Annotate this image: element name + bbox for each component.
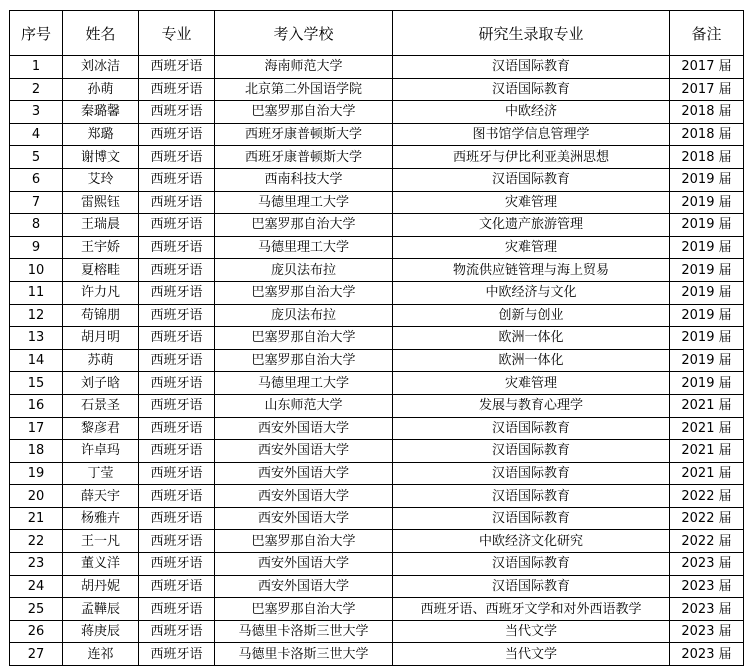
cell-grad-major: 当代文学 (393, 620, 670, 643)
header-note: 备注 (670, 11, 744, 56)
table-row (10, 372, 744, 395)
cell-school: 西班牙康普顿斯大学 (215, 146, 393, 169)
cell-school: 巴塞罗那自治大学 (215, 101, 393, 124)
cell-school: 西班牙康普顿斯大学 (215, 123, 393, 146)
cell-major: 西班牙语 (139, 462, 215, 485)
cell-name: 许卓玛 (63, 440, 139, 463)
cell-name: 谢博文 (63, 146, 139, 169)
cell-major: 西班牙语 (139, 643, 215, 666)
cell-major: 西班牙语 (139, 507, 215, 530)
cell-name: 刘子晗 (63, 372, 139, 395)
table-row (10, 485, 744, 508)
cell-index: 13 (10, 327, 63, 350)
table-row (10, 191, 744, 214)
cell-grad-major: 发展与教育心理学 (393, 394, 670, 417)
cell-note: 2021 届 (670, 417, 744, 440)
cell-major: 西班牙语 (139, 56, 215, 79)
cell-major: 西班牙语 (139, 146, 215, 169)
table-row (10, 462, 744, 485)
cell-major: 西班牙语 (139, 304, 215, 327)
table-row (10, 259, 744, 282)
cell-major: 西班牙语 (139, 485, 215, 508)
cell-name: 艾玲 (63, 168, 139, 191)
cell-school: 海南师范大学 (215, 56, 393, 79)
cell-major: 西班牙语 (139, 281, 215, 304)
table-row (10, 101, 744, 124)
cell-grad-major: 汉语国际教育 (393, 168, 670, 191)
table-header (10, 11, 744, 56)
cell-index: 8 (10, 214, 63, 237)
cell-major: 西班牙语 (139, 101, 215, 124)
cell-grad-major: 汉语国际教育 (393, 553, 670, 576)
cell-grad-major: 汉语国际教育 (393, 485, 670, 508)
cell-name: 刘冰洁 (63, 56, 139, 79)
table-row (10, 643, 744, 666)
cell-name: 薛天宇 (63, 485, 139, 508)
table-row (10, 281, 744, 304)
cell-grad-major: 汉语国际教育 (393, 575, 670, 598)
table-row (10, 553, 744, 576)
cell-index: 22 (10, 530, 63, 553)
cell-major: 西班牙语 (139, 530, 215, 553)
cell-major: 西班牙语 (139, 259, 215, 282)
cell-name: 秦璐馨 (63, 101, 139, 124)
cell-note: 2018 届 (670, 146, 744, 169)
cell-index: 17 (10, 417, 63, 440)
table-row (10, 349, 744, 372)
cell-major: 西班牙语 (139, 394, 215, 417)
cell-major: 西班牙语 (139, 78, 215, 101)
cell-index: 6 (10, 168, 63, 191)
cell-index: 15 (10, 372, 63, 395)
header-index: 序号 (10, 11, 63, 56)
cell-major: 西班牙语 (139, 598, 215, 621)
cell-name: 王瑞晨 (63, 214, 139, 237)
cell-index: 10 (10, 259, 63, 282)
cell-note: 2019 届 (670, 236, 744, 259)
cell-note: 2019 届 (670, 168, 744, 191)
cell-note: 2017 届 (670, 78, 744, 101)
cell-school: 巴塞罗那自治大学 (215, 214, 393, 237)
table-row (10, 530, 744, 553)
cell-name: 胡丹妮 (63, 575, 139, 598)
table-row (10, 598, 744, 621)
table-row (10, 56, 744, 79)
cell-name: 王一凡 (63, 530, 139, 553)
table-row (10, 78, 744, 101)
cell-name: 郑璐 (63, 123, 139, 146)
cell-name: 连祁 (63, 643, 139, 666)
cell-major: 西班牙语 (139, 372, 215, 395)
cell-note: 2021 届 (670, 462, 744, 485)
cell-index: 11 (10, 281, 63, 304)
cell-note: 2019 届 (670, 349, 744, 372)
cell-index: 3 (10, 101, 63, 124)
cell-school: 巴塞罗那自治大学 (215, 598, 393, 621)
cell-name: 雷熙钰 (63, 191, 139, 214)
cell-index: 26 (10, 620, 63, 643)
cell-major: 西班牙语 (139, 168, 215, 191)
cell-note: 2021 届 (670, 440, 744, 463)
table-row (10, 123, 744, 146)
cell-name: 蒋庚辰 (63, 620, 139, 643)
header-grad-major: 研究生录取专业 (393, 11, 670, 56)
cell-major: 西班牙语 (139, 440, 215, 463)
cell-major: 西班牙语 (139, 327, 215, 350)
cell-name: 苟锦朋 (63, 304, 139, 327)
cell-grad-major: 汉语国际教育 (393, 56, 670, 79)
cell-grad-major: 创新与创业 (393, 304, 670, 327)
cell-major: 西班牙语 (139, 349, 215, 372)
table-row (10, 394, 744, 417)
cell-index: 20 (10, 485, 63, 508)
cell-school: 西安外国语大学 (215, 440, 393, 463)
cell-school: 马德里理工大学 (215, 372, 393, 395)
table-body (10, 56, 744, 666)
cell-school: 马德里卡洛斯三世大学 (215, 620, 393, 643)
cell-name: 夏榕畦 (63, 259, 139, 282)
cell-school: 西安外国语大学 (215, 462, 393, 485)
cell-grad-major: 灾难管理 (393, 191, 670, 214)
cell-index: 5 (10, 146, 63, 169)
cell-index: 9 (10, 236, 63, 259)
table-row (10, 304, 744, 327)
cell-note: 2023 届 (670, 575, 744, 598)
cell-school: 巴塞罗那自治大学 (215, 530, 393, 553)
cell-index: 4 (10, 123, 63, 146)
cell-name: 黎彦君 (63, 417, 139, 440)
cell-grad-major: 灾难管理 (393, 236, 670, 259)
cell-grad-major: 西班牙语、西班牙文学和对外西语教学 (393, 598, 670, 621)
cell-school: 西安外国语大学 (215, 417, 393, 440)
cell-grad-major: 中欧经济与文化 (393, 281, 670, 304)
cell-name: 苏萌 (63, 349, 139, 372)
cell-major: 西班牙语 (139, 123, 215, 146)
cell-note: 2022 届 (670, 485, 744, 508)
cell-index: 12 (10, 304, 63, 327)
table-row (10, 417, 744, 440)
cell-name: 王宇娇 (63, 236, 139, 259)
cell-grad-major: 欧洲一体化 (393, 349, 670, 372)
cell-major: 西班牙语 (139, 214, 215, 237)
cell-school: 庞贝法布拉 (215, 304, 393, 327)
cell-name: 丁莹 (63, 462, 139, 485)
table-row (10, 168, 744, 191)
cell-grad-major: 汉语国际教育 (393, 417, 670, 440)
cell-grad-major: 物流供应链管理与海上贸易 (393, 259, 670, 282)
cell-name: 石景圣 (63, 394, 139, 417)
cell-index: 18 (10, 440, 63, 463)
header-name: 姓名 (63, 11, 139, 56)
cell-name: 杨雅卉 (63, 507, 139, 530)
table-row (10, 575, 744, 598)
cell-school: 北京第二外国语学院 (215, 78, 393, 101)
cell-school: 西安外国语大学 (215, 553, 393, 576)
cell-school: 马德里理工大学 (215, 236, 393, 259)
table-row (10, 327, 744, 350)
cell-major: 西班牙语 (139, 575, 215, 598)
cell-school: 巴塞罗那自治大学 (215, 281, 393, 304)
cell-grad-major: 西班牙与伊比利亚美洲思想 (393, 146, 670, 169)
table-row (10, 620, 744, 643)
cell-note: 2023 届 (670, 643, 744, 666)
table-row (10, 214, 744, 237)
table-row (10, 507, 744, 530)
header-row (10, 11, 744, 56)
cell-school: 山东师范大学 (215, 394, 393, 417)
cell-grad-major: 中欧经济 (393, 101, 670, 124)
cell-note: 2019 届 (670, 327, 744, 350)
cell-note: 2019 届 (670, 259, 744, 282)
cell-note: 2022 届 (670, 530, 744, 553)
cell-name: 胡月明 (63, 327, 139, 350)
cell-school: 西安外国语大学 (215, 575, 393, 598)
cell-index: 19 (10, 462, 63, 485)
cell-note: 2019 届 (670, 304, 744, 327)
cell-grad-major: 灾难管理 (393, 372, 670, 395)
cell-note: 2023 届 (670, 553, 744, 576)
cell-grad-major: 汉语国际教育 (393, 78, 670, 101)
cell-school: 西安外国语大学 (215, 507, 393, 530)
cell-note: 2019 届 (670, 281, 744, 304)
cell-index: 23 (10, 553, 63, 576)
table-row (10, 440, 744, 463)
cell-index: 16 (10, 394, 63, 417)
cell-grad-major: 文化遗产旅游管理 (393, 214, 670, 237)
cell-index: 21 (10, 507, 63, 530)
cell-index: 27 (10, 643, 63, 666)
header-major: 专业 (139, 11, 215, 56)
cell-index: 2 (10, 78, 63, 101)
cell-major: 西班牙语 (139, 553, 215, 576)
cell-school: 西安外国语大学 (215, 485, 393, 508)
cell-index: 24 (10, 575, 63, 598)
cell-school: 庞贝法布拉 (215, 259, 393, 282)
cell-grad-major: 图书馆学信息管理学 (393, 123, 670, 146)
cell-grad-major: 欧洲一体化 (393, 327, 670, 350)
cell-school: 巴塞罗那自治大学 (215, 327, 393, 350)
cell-name: 董义洋 (63, 553, 139, 576)
cell-name: 孙萌 (63, 78, 139, 101)
cell-note: 2019 届 (670, 372, 744, 395)
cell-school: 西南科技大学 (215, 168, 393, 191)
admission-table (9, 10, 744, 666)
table-row (10, 236, 744, 259)
cell-major: 西班牙语 (139, 191, 215, 214)
cell-school: 马德里理工大学 (215, 191, 393, 214)
cell-note: 2023 届 (670, 598, 744, 621)
cell-index: 14 (10, 349, 63, 372)
cell-grad-major: 中欧经济文化研究 (393, 530, 670, 553)
cell-grad-major: 汉语国际教育 (393, 507, 670, 530)
cell-index: 7 (10, 191, 63, 214)
cell-index: 1 (10, 56, 63, 79)
cell-note: 2021 届 (670, 394, 744, 417)
cell-note: 2018 届 (670, 123, 744, 146)
cell-name: 孟鞾辰 (63, 598, 139, 621)
cell-name: 许力凡 (63, 281, 139, 304)
cell-note: 2023 届 (670, 620, 744, 643)
cell-note: 2018 届 (670, 101, 744, 124)
table-row (10, 146, 744, 169)
cell-school: 巴塞罗那自治大学 (215, 349, 393, 372)
cell-note: 2019 届 (670, 191, 744, 214)
cell-grad-major: 当代文学 (393, 643, 670, 666)
cell-note: 2022 届 (670, 507, 744, 530)
cell-major: 西班牙语 (139, 417, 215, 440)
header-school: 考入学校 (215, 11, 393, 56)
cell-major: 西班牙语 (139, 236, 215, 259)
cell-index: 25 (10, 598, 63, 621)
cell-note: 2017 届 (670, 56, 744, 79)
cell-school: 马德里卡洛斯三世大学 (215, 643, 393, 666)
cell-grad-major: 汉语国际教育 (393, 440, 670, 463)
cell-grad-major: 汉语国际教育 (393, 462, 670, 485)
cell-major: 西班牙语 (139, 620, 215, 643)
cell-note: 2019 届 (670, 214, 744, 237)
